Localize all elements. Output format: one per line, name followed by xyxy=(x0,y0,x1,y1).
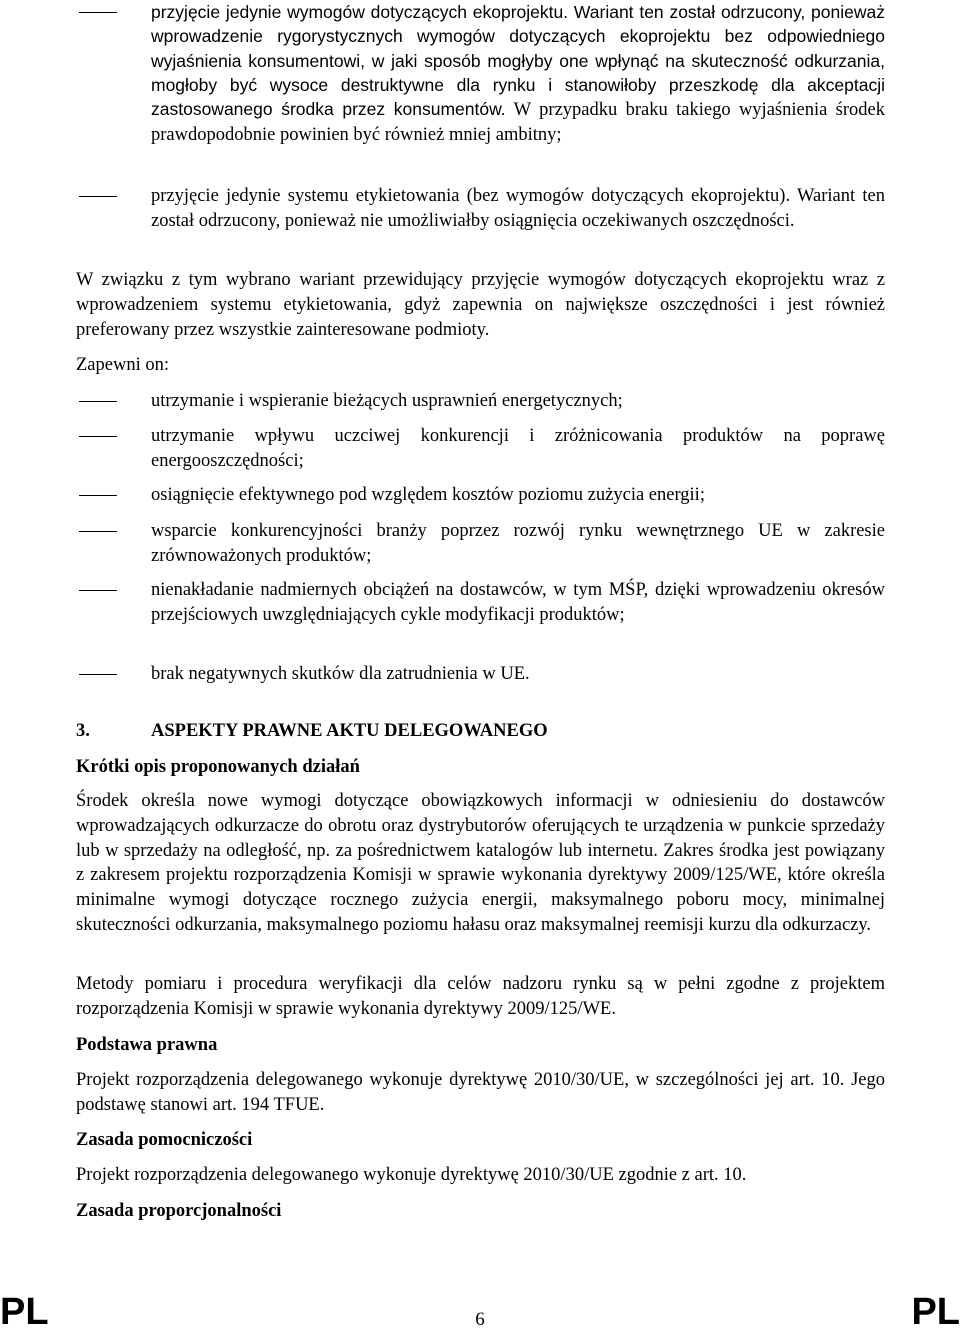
section-title: ASPEKTY PRAWNE AKTU DELEGOWANEGO xyxy=(151,721,548,741)
paragraph: Metody pomiaru i procedura weryfikacji dla celów nadzoru rynku są w pełni zgodne z projektem rozporządzenia Komisji w sprawie wykonania dyrektywy 2009/125/WE. xyxy=(76,974,885,1019)
paragraph: Projekt rozporządzenia delegowanego wykonuje dyrektywę 2010/30/UE, w szczególności jej art. 10. Jego podstawę stanowi art. 194 TFUE. xyxy=(76,1070,885,1115)
dash-bullet-icon xyxy=(79,196,117,197)
bullet-text: utrzymanie i wspieranie bieżących usprawnień energetycznych; xyxy=(151,391,623,411)
section-heading xyxy=(76,719,885,743)
footer-language-code-right: PL xyxy=(911,1291,960,1333)
dash-bullet-icon xyxy=(79,674,117,675)
subheading-proportionality: Zasada proporcjonalności xyxy=(76,1201,282,1221)
dash-bullet-icon xyxy=(79,12,117,13)
bullet-text: brak negatywnych skutków dla zatrudnienia w UE. xyxy=(151,664,530,684)
dash-bullet-icon xyxy=(79,401,117,402)
section-number: 3. xyxy=(76,721,90,741)
bullet-text: osiągnięcie efektywnego pod względem kosztów poziomu zużycia energii; xyxy=(151,485,705,505)
paragraph: W związku z tym wybrano wariant przewidujący przyjęcie wymogów dotyczących ekoprojektu wraz z wprowadzeniem systemu etykietowania, gdyż zapewnia on największe oszczędności i jest również preferowany przez wszystkie zainteresowane podmioty. xyxy=(76,270,885,340)
bullet-text: nienakładanie nadmiernych obciążeń na dostawców, w tym MŚP, dzięki wprowadzeniu okresów przejściowych uwzględniających cykle modyfikacji produktów; xyxy=(151,580,885,625)
dash-bullet-icon xyxy=(79,531,117,532)
bullet-text: wsparcie konkurencyjności branży poprzez rozwój rynku wewnętrznego UE w zakresie zrównoważonych produktów; xyxy=(151,521,885,566)
subheading-legal-basis: Podstawa prawna xyxy=(76,1035,218,1055)
ensures-label: Zapewni on: xyxy=(76,355,169,375)
paragraph: Projekt rozporządzenia delegowanego wykonuje dyrektywę 2010/30/UE zgodnie z art. 10. xyxy=(76,1165,747,1185)
bullet-text: przyjęcie jedynie wymogów dotyczących ekoprojektu. Wariant ten został odrzucony, ponieważ wprowadzenie rygorystycznych wymogów dotyczących ekoprojektu bez odpowiedniego wyjaśnienia konsumentowi, w jaki sposób mogłyby one wpłynąć na skuteczność odkurzania, mogłoby być wysoce destruktywne dla rynku i stanowiłoby przeszkodę dla akceptacji zastosowanego środka przez konsumentów. xyxy=(151,2,885,120)
paragraph: Środek określa nowe wymogi dotyczące obowiązkowych informacji w odniesieniu do dostawców wprowadzających odkurzacze do obrotu oraz dystrybutorów oferujących te urządzenia w punkcie sprzedaży lub w sprzedaży na odległość, np. za pośrednictwem katalogów lub internetu. Zakres środka jest powiązany z zakresem projektu rozporządzenia Komisji w sprawie wykonania dyrektywy 2009/125/WE, które określa minimalne wymogi dotyczące rocznego zużycia energii, maksymalnego poboru mocy, minimalnej skuteczności odkurzania, maksymalnego poziomu hałasu oraz maksymalnej reemisji kurzu dla odkurzaczy. xyxy=(76,791,885,935)
bullet-text: utrzymanie wpływu uczciwej konkurencji i zróżnicowania produktów na poprawę energooszczędności; xyxy=(151,426,885,471)
footer-language-code-left: PL xyxy=(0,1291,49,1333)
subheading-summary: Krótki opis proponowanych działań xyxy=(76,757,360,777)
dash-bullet-icon xyxy=(79,495,117,496)
subheading-subsidiarity: Zasada pomocniczości xyxy=(76,1130,253,1150)
dash-bullet-icon xyxy=(79,436,117,437)
dash-bullet-icon xyxy=(79,590,117,591)
bullet-text: przyjęcie jedynie systemu etykietowania (bez wymogów dotyczących ekoprojektu). Wariant ten został odrzucony, ponieważ nie umożliwiałby osiągnięcia oczekiwanych oszczędności. xyxy=(151,186,885,231)
bullet-text-tail: W przypadku braku takiego wyjaśnienia środek prawdopodobnie powinien być również mniej ambitny; xyxy=(151,100,886,146)
page-number: 6 xyxy=(475,1309,485,1330)
